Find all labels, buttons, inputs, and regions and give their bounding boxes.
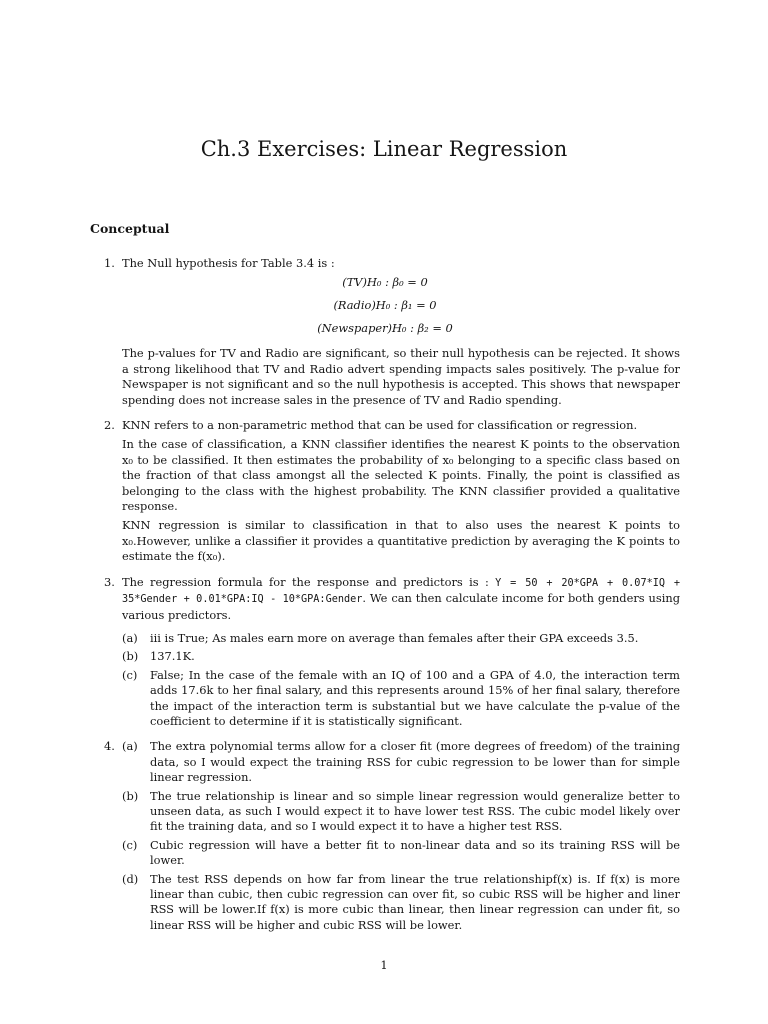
exercise-4-part-b: [122, 789, 680, 835]
exercise-list: [90, 256, 680, 933]
part-label: (c): [122, 837, 138, 852]
equation-newspaper: (Newspaper)H₀ : β₂ = 0: [317, 321, 453, 336]
section-heading: Conceptual: [90, 221, 170, 236]
exercise-1: [90, 256, 680, 408]
part-label: (d): [122, 871, 139, 886]
regression-formula: Y = 50 + 20*GPA + 0.07*IQ + 35*Gender + 0.01*GPA:IQ - 10*GPA:Gender: [122, 577, 680, 606]
equation-tv: (TV)H₀ : β₀ = 0: [342, 275, 428, 290]
part-label: (a): [122, 739, 138, 754]
exercise-3-intro: [122, 575, 680, 623]
exercise-3-part-c: [122, 668, 680, 730]
exercise-number: 2.: [104, 418, 115, 433]
exercise-4-parts: [122, 739, 680, 933]
exercise-2-paragraph-3: KNN regression is similar to classification in that to also uses the nearest K points to x₀.However, unlike a classifier it provides a quantitative prediction by averaging the K points to estimate the f(x₀).: [122, 518, 680, 564]
exercise-4: [90, 739, 680, 933]
part-text: The true relationship is linear and so simple linear regression would generalize better to unseen data, as such I would expect it to have lower test RSS. The cubic model likely over fit the training data, and so I would expect it to have a higher test RSS.: [150, 788, 680, 834]
exercise-3-intro-after: . We can then calculate income for both genders using various predictors.: [122, 591, 680, 622]
part-label: (c): [122, 667, 138, 682]
part-text: Cubic regression will have a better fit to non-linear data and so its training RSS will be lower.: [150, 837, 680, 868]
equation-radio: (Radio)H₀ : β₁ = 0: [333, 298, 437, 313]
part-text: 137.1K.: [150, 649, 195, 664]
exercise-1-intro: The Null hypothesis for Table 3.4 is :: [122, 256, 335, 270]
exercise-3: [90, 575, 680, 730]
exercise-1-body: The p-values for TV and Radio are significant, so their null hypothesis can be rejected. It shows a strong likelihood that TV and Radio advert spending impacts sales positively. The p-value for Newspaper is not significant and so the null hypothesis is accepted. This shows that newspaper spending does not increase sales in the presence of TV and Radio spending.: [122, 346, 680, 407]
part-text: The test RSS depends on how far from linear the true relationshipf(x) is. If f(x) is more linear than cubic, then cubic regression can over fit, so cubic RSS will be higher and liner RSS will be lower.If f(x) is more cubic than linear, then linear regression can under fit, so linear RSS will be higher and cubic RSS will be lower.: [150, 871, 680, 932]
exercise-number: 3.: [104, 574, 115, 589]
part-text: The extra polynomial terms allow for a closer fit (more degrees of freedom) of the training data, so I would expect the training RSS for cubic regression to be lower than for simple linear regression.: [150, 739, 680, 785]
exercise-3-part-a: [122, 631, 680, 646]
exercise-3-parts: [122, 631, 680, 729]
exercise-2-paragraph-1: KNN refers to a non-parametric method that can be used for classification or regression.: [122, 418, 638, 433]
page-title: Ch.3 Exercises: Linear Regression: [200, 137, 568, 161]
exercise-number: 4.: [104, 739, 115, 754]
part-label: (b): [122, 649, 139, 664]
page-number: 1: [380, 958, 388, 972]
exercise-3-intro-text: The regression formula for the response and predictors is :: [122, 574, 489, 589]
exercise-2-paragraph-2: In the case of classification, a KNN classifier identifies the nearest K points to the observation x₀ to be classified. It then estimates the probability of x₀ belonging to a specific class based on the fraction of that class amongst all the selected K points. Finally, the point is classified as belonging to the class with the highest probability. The KNN classifier provided a qualitative response.: [122, 437, 680, 514]
part-label: (a): [122, 630, 138, 645]
exercise-4-part-a: [122, 739, 680, 785]
part-label: (b): [122, 788, 139, 803]
part-text: iii is True; As males earn more on average than females after their GPA exceeds 3.5.: [150, 630, 639, 645]
part-text: False; In the case of the female with an IQ of 100 and a GPA of 4.0, the interaction term adds 17.6k to her final salary, and this represents around 15% of her final salary, therefore the impact of the interaction term is substantial but we have calculate the p-value of the coefficient to determine if it is statistically significant.: [150, 667, 680, 728]
exercise-number: 1.: [104, 256, 115, 270]
exercise-4-part-c: [122, 838, 680, 869]
exercise-4-part-d: [122, 872, 680, 934]
exercise-3-part-b: [122, 649, 680, 664]
null-hypotheses: [122, 271, 680, 340]
exercise-2: [90, 418, 680, 565]
